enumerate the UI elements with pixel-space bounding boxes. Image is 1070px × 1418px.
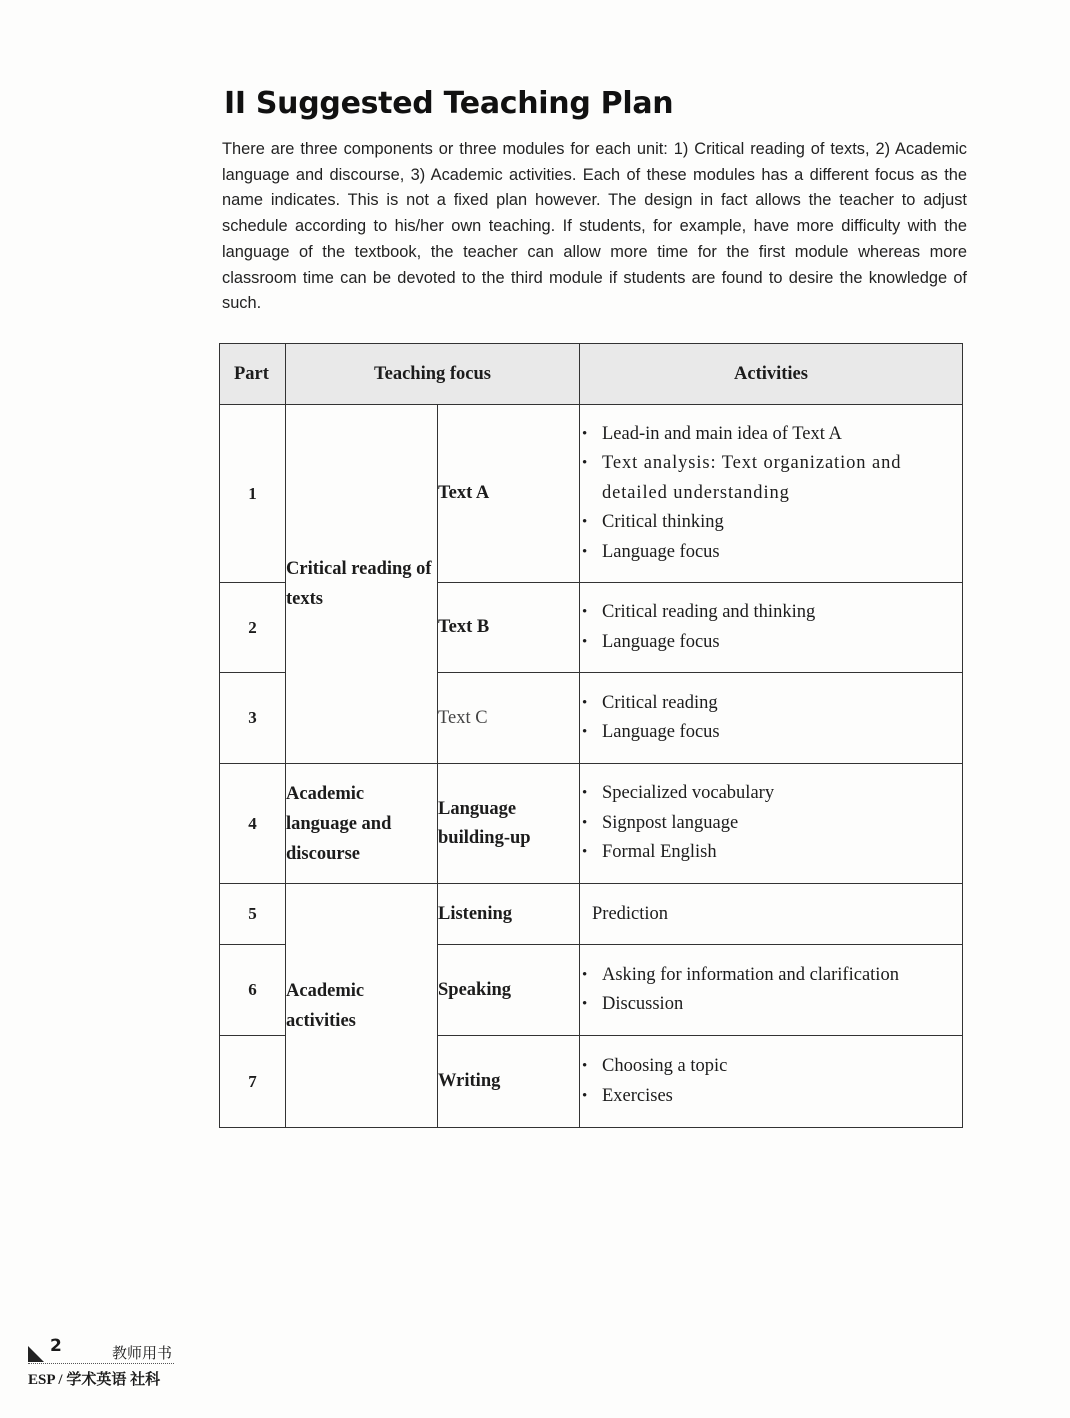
corner-triangle-icon [28, 1346, 44, 1362]
activities-cell [580, 583, 963, 673]
activities-cell [580, 1036, 963, 1128]
part-number: 1 [220, 405, 286, 583]
activity-item: • Formal English [580, 838, 962, 868]
table-row [220, 405, 963, 583]
header-activities: Activities [580, 344, 963, 405]
activity-item: • Signpost language [580, 809, 962, 839]
focus-academic-activities: Academic activities [286, 884, 438, 1128]
activity-item: • Choosing a topic [580, 1052, 962, 1082]
sub-focus: Listening [438, 884, 580, 945]
table-row [220, 764, 963, 884]
header-teaching-focus: Teaching focus [286, 344, 580, 405]
series-label: ESP / 学术英语 社科 [28, 1372, 161, 1388]
activities-cell [580, 405, 963, 583]
activity-item: • Language focus [580, 718, 962, 748]
activity-item: • Text analysis: Text organization and detailed understanding [580, 449, 962, 508]
sub-focus: Text B [438, 583, 580, 673]
focus-academic-language: Academic language and discourse [286, 764, 438, 884]
sub-focus: Text C [438, 673, 580, 764]
activity-item: • Lead-in and main idea of Text A [580, 420, 962, 450]
activity-item: • Critical thinking [580, 508, 962, 538]
focus-critical-reading: Critical reading of texts [286, 405, 438, 764]
sub-focus: Writing [438, 1036, 580, 1128]
footer-divider [28, 1363, 174, 1364]
activity-item: • Asking for information and clarification [580, 961, 962, 991]
activities-cell [580, 764, 963, 884]
book-label: 教师用书 [112, 1346, 173, 1362]
teaching-plan-table [219, 343, 963, 1128]
part-number: 7 [220, 1036, 286, 1128]
sub-focus: Text A [438, 405, 580, 583]
intro-paragraph: There are three components or three modules for each unit: 1) Critical reading of texts, 2) Academic language and discourse, 3) Academic activities. Each of these modules has a different focus as the name indicates. This is not a fixed plan however. The design in fact allows the teacher to adjust schedule according to his/her own teaching. If students, for example, have more difficulty with the language of the textbook, the teacher can allow more time for the first module whereas more classroom time can be devoted to the third module if students are found to desire the knowledge of such. [222, 140, 967, 313]
sub-focus: Speaking [438, 945, 580, 1036]
activities-cell [580, 945, 963, 1036]
table-row [220, 884, 963, 945]
activity-item: • Critical reading and thinking [580, 598, 962, 628]
table-header-row [220, 344, 963, 405]
activity-item: • Language focus [580, 538, 962, 568]
section-title: II Suggested Teaching Plan [224, 86, 674, 121]
part-number: 4 [220, 764, 286, 884]
activity-item: • Language focus [580, 628, 962, 658]
activity-item: • Specialized vocabulary [580, 779, 962, 809]
part-number: 6 [220, 945, 286, 1036]
activity-item: • Exercises [580, 1082, 962, 1112]
header-part: Part [220, 344, 286, 405]
part-number: 5 [220, 884, 286, 945]
activities-cell [580, 673, 963, 764]
sub-focus: Language building-up [438, 764, 580, 884]
activity-item: • Critical reading [580, 689, 962, 719]
part-number: 2 [220, 583, 286, 673]
part-number: 3 [220, 673, 286, 764]
activity-item: • Discussion [580, 990, 962, 1020]
activities-cell: Prediction [580, 884, 963, 945]
page-number: 2 [50, 1336, 62, 1356]
